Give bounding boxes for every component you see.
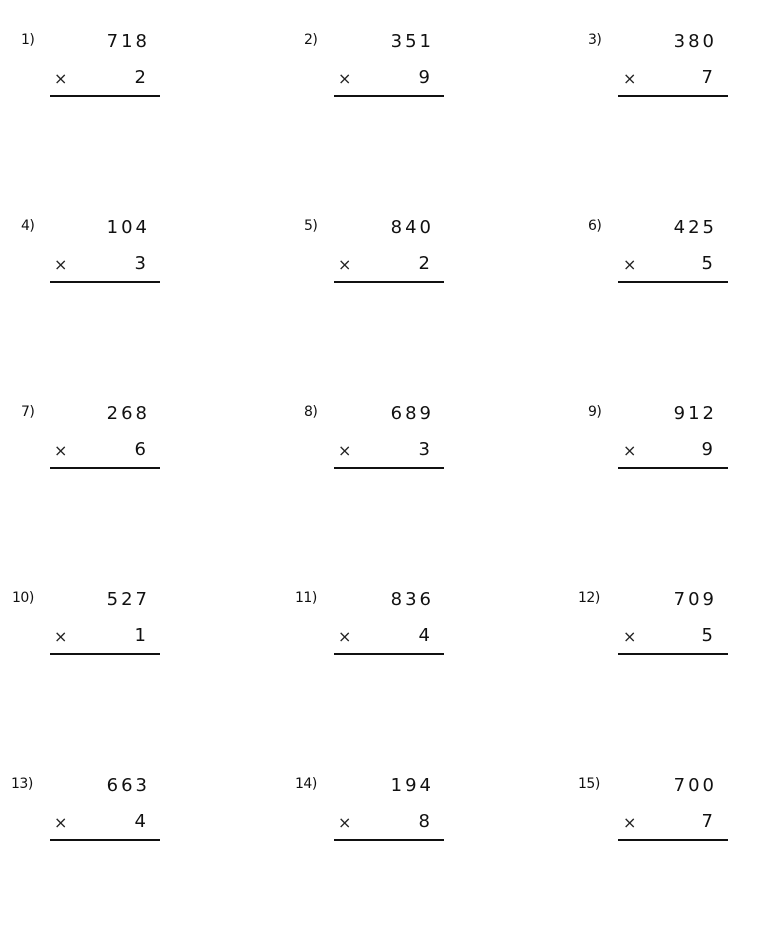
answer-line <box>618 653 728 655</box>
problem-number: 11) <box>295 590 317 606</box>
answer-line <box>50 95 160 97</box>
multiplier: 5 <box>701 625 713 646</box>
answer-line <box>334 281 444 283</box>
problem-15 <box>567 776 727 846</box>
problem-number: 9) <box>588 404 602 420</box>
answer-line <box>334 467 444 469</box>
answer-line <box>618 839 728 841</box>
multiplier: 9 <box>418 67 430 88</box>
problem-4 <box>0 218 160 288</box>
problem-1 <box>0 32 160 102</box>
problem-number: 13) <box>11 776 33 792</box>
answer-line <box>50 839 160 841</box>
multiplicand: 380 <box>673 31 717 52</box>
multiplier: 5 <box>701 253 713 274</box>
answer-line <box>334 653 444 655</box>
times-symbol: × <box>623 441 637 460</box>
problem-number: 8) <box>304 404 318 420</box>
multiplicand: 663 <box>106 775 150 796</box>
times-symbol: × <box>338 441 352 460</box>
problem-number: 15) <box>578 776 600 792</box>
problem-14 <box>284 776 444 846</box>
problem-number: 1) <box>21 32 35 48</box>
problem-number: 10) <box>12 590 34 606</box>
multiplier: 4 <box>134 811 146 832</box>
times-symbol: × <box>623 69 637 88</box>
multiplier: 3 <box>418 439 430 460</box>
multiplier: 3 <box>134 253 146 274</box>
multiplier: 6 <box>134 439 146 460</box>
multiplicand: 836 <box>390 589 434 610</box>
problem-6 <box>567 218 727 288</box>
problem-9 <box>567 404 727 474</box>
times-symbol: × <box>54 69 68 88</box>
answer-line <box>618 467 728 469</box>
answer-line <box>50 467 160 469</box>
answer-line <box>618 281 728 283</box>
problem-7 <box>0 404 160 474</box>
problem-number: 7) <box>21 404 35 420</box>
multiplicand: 194 <box>390 775 434 796</box>
times-symbol: × <box>338 627 352 646</box>
problem-number: 4) <box>21 218 35 234</box>
problem-number: 2) <box>304 32 318 48</box>
multiplier: 2 <box>418 253 430 274</box>
multiplicand: 351 <box>390 31 434 52</box>
problem-11 <box>284 590 444 660</box>
problem-5 <box>284 218 444 288</box>
multiplicand: 709 <box>673 589 717 610</box>
problem-number: 5) <box>304 218 318 234</box>
multiplicand: 912 <box>673 403 717 424</box>
problem-number: 3) <box>588 32 602 48</box>
multiplier: 7 <box>701 811 713 832</box>
multiplicand: 718 <box>106 31 150 52</box>
answer-line <box>618 95 728 97</box>
multiplicand: 425 <box>673 217 717 238</box>
multiplicand: 689 <box>390 403 434 424</box>
times-symbol: × <box>338 69 352 88</box>
multiplicand: 104 <box>106 217 150 238</box>
problem-number: 12) <box>578 590 600 606</box>
times-symbol: × <box>54 813 68 832</box>
problem-3 <box>567 32 727 102</box>
problem-13 <box>0 776 160 846</box>
multiplier: 8 <box>418 811 430 832</box>
multiplier: 4 <box>418 625 430 646</box>
multiplicand: 700 <box>673 775 717 796</box>
answer-line <box>50 281 160 283</box>
multiplier: 1 <box>134 625 146 646</box>
answer-line <box>334 839 444 841</box>
answer-line <box>50 653 160 655</box>
times-symbol: × <box>623 627 637 646</box>
multiplier: 7 <box>701 67 713 88</box>
multiplier: 9 <box>701 439 713 460</box>
times-symbol: × <box>623 813 637 832</box>
problem-2 <box>284 32 444 102</box>
answer-line <box>334 95 444 97</box>
multiplicand: 268 <box>106 403 150 424</box>
times-symbol: × <box>338 813 352 832</box>
problem-10 <box>0 590 160 660</box>
problem-number: 14) <box>295 776 317 792</box>
times-symbol: × <box>54 441 68 460</box>
multiplicand: 840 <box>390 217 434 238</box>
times-symbol: × <box>623 255 637 274</box>
problem-8 <box>284 404 444 474</box>
multiplier: 2 <box>134 67 146 88</box>
problem-number: 6) <box>588 218 602 234</box>
times-symbol: × <box>338 255 352 274</box>
problem-12 <box>567 590 727 660</box>
times-symbol: × <box>54 255 68 274</box>
multiplicand: 527 <box>106 589 150 610</box>
times-symbol: × <box>54 627 68 646</box>
